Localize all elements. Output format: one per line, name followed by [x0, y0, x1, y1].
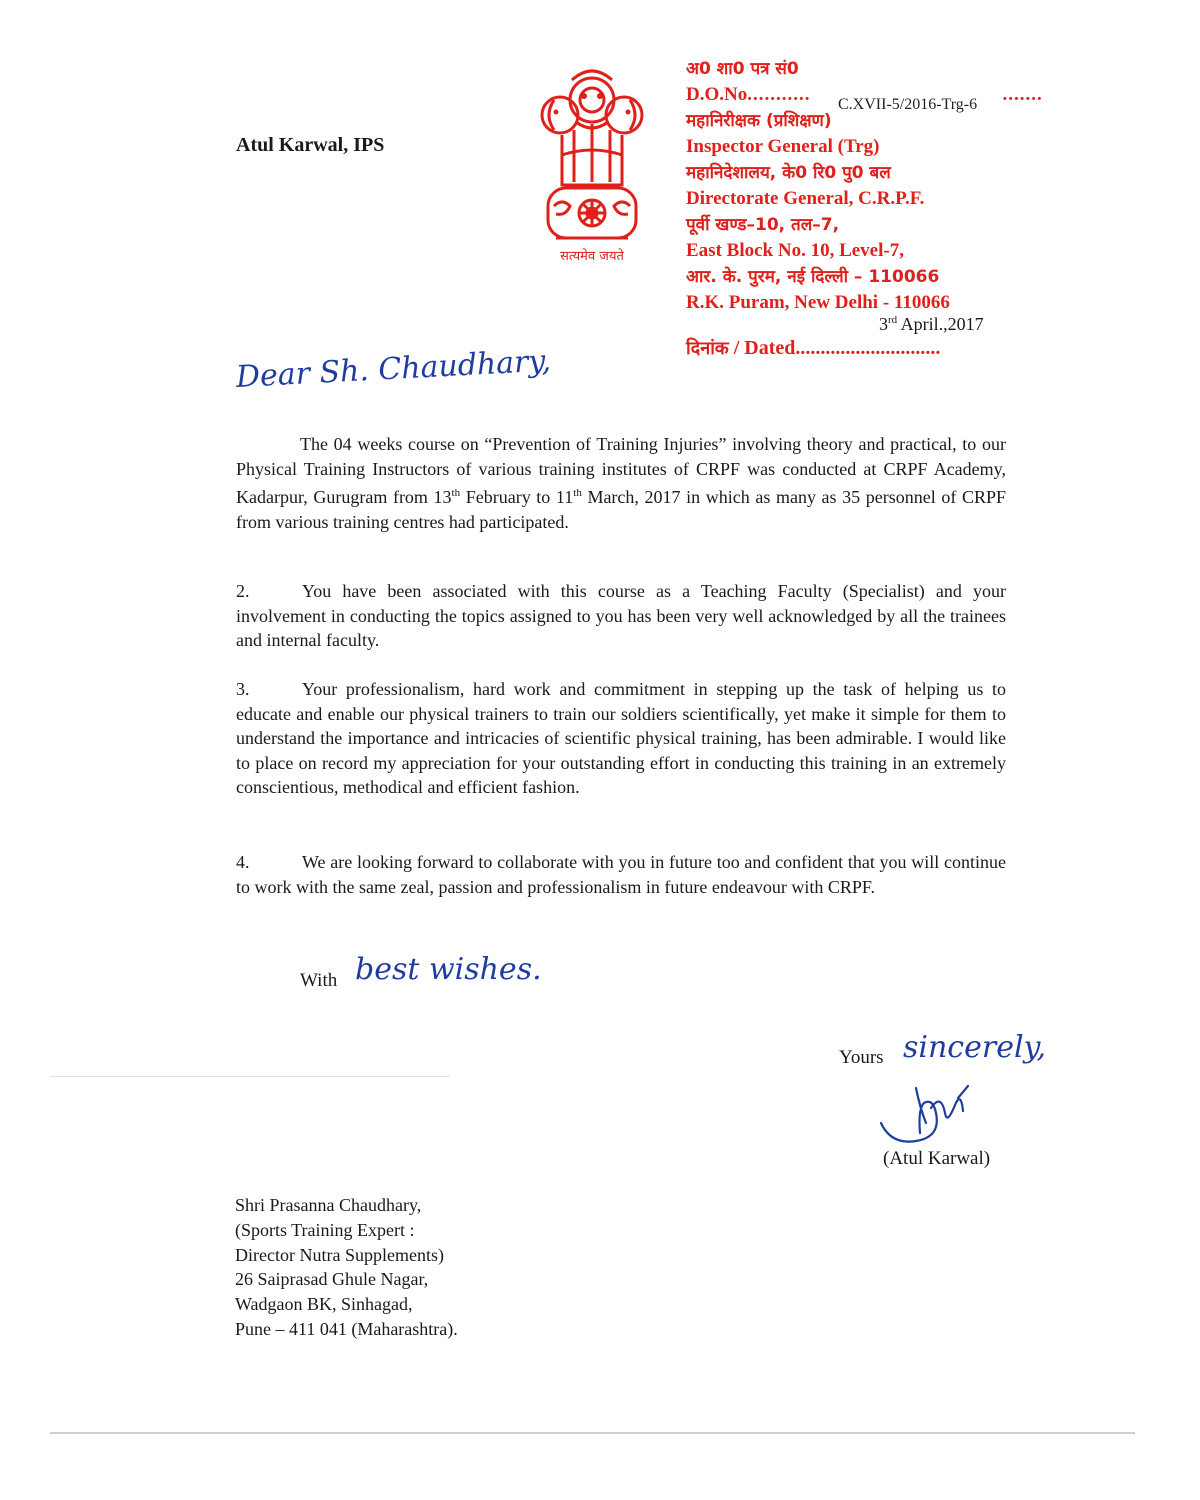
- paragraph-1: The 04 weeks course on “Prevention of Training Injuries” involving theory and practical, to our Physical Training Instructors of various training institutes of CRPF was conducted at CRPF Academy, Kadarpur, Gurugram from 13th February to 11th March, 2017 in which as many as 35 personnel of CRPF from various training centres had participated.: [236, 434, 1007, 532]
- salutation: Dear Sh. Chaudhary,: [235, 343, 552, 395]
- address-line: Director Nutra Supplements): [235, 1244, 444, 1265]
- closing-sincerely: sincerely,: [903, 1030, 1047, 1065]
- dono-label: D.O.No: [686, 84, 748, 105]
- designation-hindi: महानिरीक्षक (प्रशिक्षण): [686, 111, 832, 131]
- paragraph-number: 2.: [236, 581, 250, 601]
- sender-name: Atul Karwal, IPS: [236, 134, 385, 156]
- office-hindi: महानिदेशालय, के0 रि0 पु0 बल: [686, 163, 891, 183]
- paragraph-2: 2. You have been associated with this course as a Teaching Faculty (Specialist) and your involvement in conducting the topics assigned to you has been very well acknowledged by all the trainees and internal faculty.: [236, 581, 1006, 650]
- signature-mark: [876, 1078, 986, 1148]
- address-line: 26 Saiprasad Ghule Nagar,: [235, 1269, 429, 1290]
- paragraph-number: 4.: [236, 852, 250, 872]
- recipient-address: [235, 1193, 458, 1342]
- letterhead: [686, 56, 1066, 316]
- dono-hindi-label: अ0 शा0 पत्र सं0: [686, 59, 799, 79]
- address-line: Wadgaon BK, Sinhagad,: [235, 1294, 413, 1315]
- office: Directorate General, C.R.P.F.: [686, 188, 925, 209]
- block-hindi: पूर्वी खण्ड–10, तल–7,: [686, 215, 840, 235]
- dono-dots: ...........: [747, 84, 811, 105]
- scan-divider: [50, 1432, 1135, 1434]
- address-line: Pune – 411 041 (Maharashtra).: [235, 1318, 458, 1339]
- address-line: (Sports Training Expert :: [235, 1219, 415, 1240]
- designation: Inspector General (Trg): [686, 136, 880, 157]
- scan-divider: [50, 1076, 450, 1077]
- city-hindi: आर. के. पुरम, नई दिल्ली – 110066: [686, 267, 940, 287]
- letter-date: 3rd April.,2017: [879, 314, 984, 334]
- national-emblem-icon: [532, 60, 652, 265]
- closing-yours: Yours: [839, 1047, 884, 1068]
- dated-line: दिनांक / Dated.............................: [686, 337, 941, 359]
- address-line: Shri Prasanna Chaudhary,: [235, 1195, 422, 1215]
- closing-best-wishes: best wishes.: [355, 952, 542, 987]
- paragraph-number: 3.: [236, 679, 250, 699]
- paragraph-3: 3. Your professionalism, hard work and commitment in stepping up the task of helping us to educate and enable our physical trainers to train our soldiers scientifically, yet make it simple for them to understand the importance and intricacies of scientific physical training, has been admirable. I would like to place on record my appreciation for your outstanding effort in conducting this training in an extremely conscientious, methodical and efficient fashion.: [236, 679, 1006, 797]
- dono-row: [686, 82, 1066, 113]
- signatory-name: (Atul Karwal): [883, 1148, 991, 1169]
- block-address: East Block No. 10, Level-7,: [686, 240, 904, 261]
- closing-with: With: [300, 970, 338, 991]
- dono-trailing-dots: .......: [1002, 84, 1043, 105]
- emblem-motto: सत्यमेव जयते: [560, 249, 624, 264]
- city-address: R.K. Puram, New Delhi - 110066: [686, 292, 950, 313]
- paragraph-4: 4. We are looking forward to collaborate with you in future too and confident that you will continue to work with the same zeal, passion and professionalism in future endeavour with CRPF.: [236, 852, 1006, 897]
- dono-number: C.XVII-5/2016-Trg-6: [838, 96, 978, 113]
